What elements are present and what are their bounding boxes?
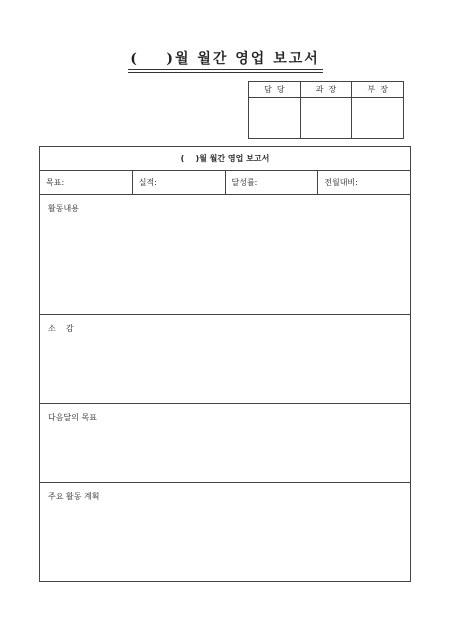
result-field[interactable]: 실적: xyxy=(133,171,226,194)
next-month-goal-section[interactable]: 다음달의 목표 xyxy=(40,404,410,483)
achievement-rate-field[interactable]: 달성률: xyxy=(226,171,319,194)
signature-box[interactable] xyxy=(352,98,403,138)
approval-header: 부 장 xyxy=(352,82,403,98)
activity-content-section[interactable]: 활동내용 xyxy=(40,195,410,315)
impressions-section[interactable]: 소 감 xyxy=(40,315,410,404)
approval-header: 과 장 xyxy=(301,82,352,98)
signature-box[interactable] xyxy=(249,98,300,138)
report-title: ( )월 월간 영업 보고서 xyxy=(40,147,410,171)
approval-column-section-chief xyxy=(301,82,353,138)
month-over-month-field[interactable]: 전월대비: xyxy=(324,178,358,187)
approval-column-department-head xyxy=(352,82,403,138)
main-activity-plan-section[interactable]: 주요 활동 계획 xyxy=(48,492,100,501)
title-underline xyxy=(128,69,323,70)
approval-column-manager xyxy=(249,82,301,138)
signature-box[interactable] xyxy=(301,98,352,138)
approval-table xyxy=(248,81,404,139)
approval-header: 담 당 xyxy=(249,82,300,98)
goal-field[interactable]: 목표: xyxy=(40,171,133,194)
report-table xyxy=(39,146,411,582)
title-underline-double xyxy=(128,72,323,73)
metrics-row xyxy=(40,171,410,195)
document-title: ( )월 월간 영업 보고서 xyxy=(130,51,320,67)
